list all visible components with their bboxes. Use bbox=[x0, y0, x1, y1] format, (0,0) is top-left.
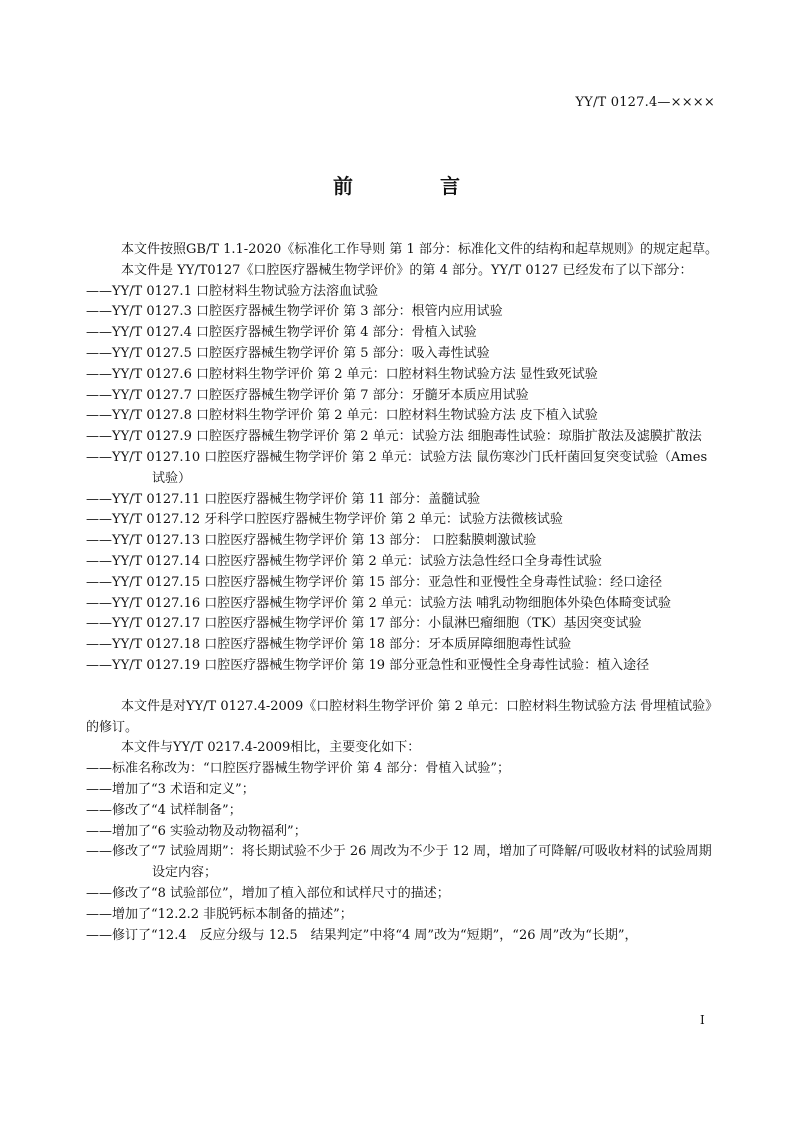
page-title: 前 言 bbox=[333, 174, 500, 198]
list-item: ——YY/T 0127.5 口腔医疗器械生物学评价 第 5 部分：吸入毒性试验 bbox=[86, 345, 490, 361]
list-item: ——YY/T 0127.17 口腔医疗器械生物学评价 第 17 部分：小鼠淋巴瘤细胞（TK）基因突变试验 bbox=[86, 616, 642, 632]
list-item: ——YY/T 0127.12 牙科学口腔医疗器械生物学评价 第 2 单元：试验方法微核试验 bbox=[86, 512, 563, 528]
list-item: ——增加了“3 术语和定义”； bbox=[86, 781, 255, 797]
list-item: ——YY/T 0127.7 口腔医疗器械生物学评价 第 7 部分：牙髓牙本质应用试验 bbox=[86, 387, 529, 403]
parts-list bbox=[86, 282, 718, 677]
list-item: ——YY/T 0127.11 口腔医疗器械生物学评价 第 11 部分：盖髓试验 bbox=[86, 491, 481, 507]
changes-list bbox=[86, 759, 718, 946]
list-item: ——YY/T 0127.3 口腔医疗器械生物学评价 第 3 部分：根管内应用试验 bbox=[86, 304, 503, 320]
paragraph-gap bbox=[86, 677, 718, 697]
list-item: ——修改了“7 试验周期”：将长期试验不少于 26 周改为不少于 12 周，增加了可降解/可吸收材料的试验周期设定内容； bbox=[86, 844, 712, 881]
page-number: I bbox=[700, 1013, 705, 1027]
list-item: ——YY/T 0127.15 口腔医疗器械生物学评价 第 15 部分：亚急性和亚慢性全身毒性试验：经口途径 bbox=[86, 574, 663, 590]
list-item: ——YY/T 0127.19 口腔医疗器械生物学评价 第 19 部分亚急性和亚慢性全身毒性试验：植入途径 bbox=[86, 657, 650, 673]
list-item: ——YY/T 0127.4 口腔医疗器械生物学评价 第 4 部分：骨植入试验 bbox=[86, 325, 477, 341]
list-item: ——标准名称改为：“口腔医疗器械生物学评价 第 4 部分：骨植入试验”； bbox=[86, 761, 510, 777]
list-item: ——YY/T 0127.9 口腔医疗器械生物学评价 第 2 单元：试验方法 细胞毒性试验：琼脂扩散法及滤膜扩散法 bbox=[86, 429, 702, 445]
list-item: ——YY/T 0127.10 口腔医疗器械生物学评价 第 2 单元：试验方法 鼠伤寒沙门氏杆菌回复突变试验（Ames 试验） bbox=[86, 449, 708, 486]
list-item: ——修订了“12.4 反应分级与 12.5 结果判定”中将“4 周”改为“短期”，“26 周”改为“长期”， bbox=[86, 927, 638, 943]
list-item: ——YY/T 0127.1 口腔材料生物试验方法溶血试验 bbox=[86, 283, 378, 299]
intro-paragraph: 本文件按照GB/T 1.1-2020《标准化工作导则 第 1 部分：标准化文件的结构和起草规则》的规定起草。 bbox=[121, 242, 718, 257]
list-item: ——增加了“6 实验动物及动物福利”； bbox=[86, 823, 307, 839]
revision-paragraph: 本文件是对YY/T 0127.4-2009《口腔材料生物学评价 第 2 单元：口腔材料生物试验方法 骨埋植试验》的修订。 bbox=[86, 698, 712, 735]
document-body bbox=[86, 240, 718, 946]
list-item: ——增加了“12.2.2 非脱钙标本制备的描述”； bbox=[86, 906, 353, 922]
list-item: ——YY/T 0127.8 口腔材料生物学评价 第 2 单元：口腔材料生物试验方法 皮下植入试验 bbox=[86, 408, 598, 424]
standard-code: YY/T 0127.4—×××× bbox=[575, 95, 715, 110]
list-item: ——YY/T 0127.13 口腔医疗器械生物学评价 第 13 部分： 口腔黏膜刺激试验 bbox=[86, 533, 537, 549]
list-item: ——YY/T 0127.14 口腔医疗器械生物学评价 第 2 单元：试验方法急性经口全身毒性试验 bbox=[86, 553, 602, 569]
list-item: ——YY/T 0127.6 口腔材料生物学评价 第 2 单元：口腔材料生物试验方法 显性致死试验 bbox=[86, 366, 598, 382]
list-item: ——YY/T 0127.18 口腔医疗器械生物学评价 第 18 部分：牙本质屏障细胞毒性试验 bbox=[86, 637, 572, 653]
intro-paragraph: 本文件是 YY/T0127《口腔医疗器械生物学评价》的第 4 部分。YY/T 0127 已经发布了以下部分： bbox=[121, 262, 693, 278]
list-item: ——修改了“8 试验部位”，增加了植入部位和试样尺寸的描述； bbox=[86, 885, 450, 901]
list-item: ——YY/T 0127.16 口腔医疗器械生物学评价 第 2 单元：试验方法 哺乳动物细胞体外染色体畸变试验 bbox=[86, 595, 672, 611]
revision-paragraph: 本文件与YY/T 0217.4-2009相比，主要变化如下： bbox=[121, 740, 421, 756]
list-item: ——修改了“4 试样制备”； bbox=[86, 802, 242, 818]
